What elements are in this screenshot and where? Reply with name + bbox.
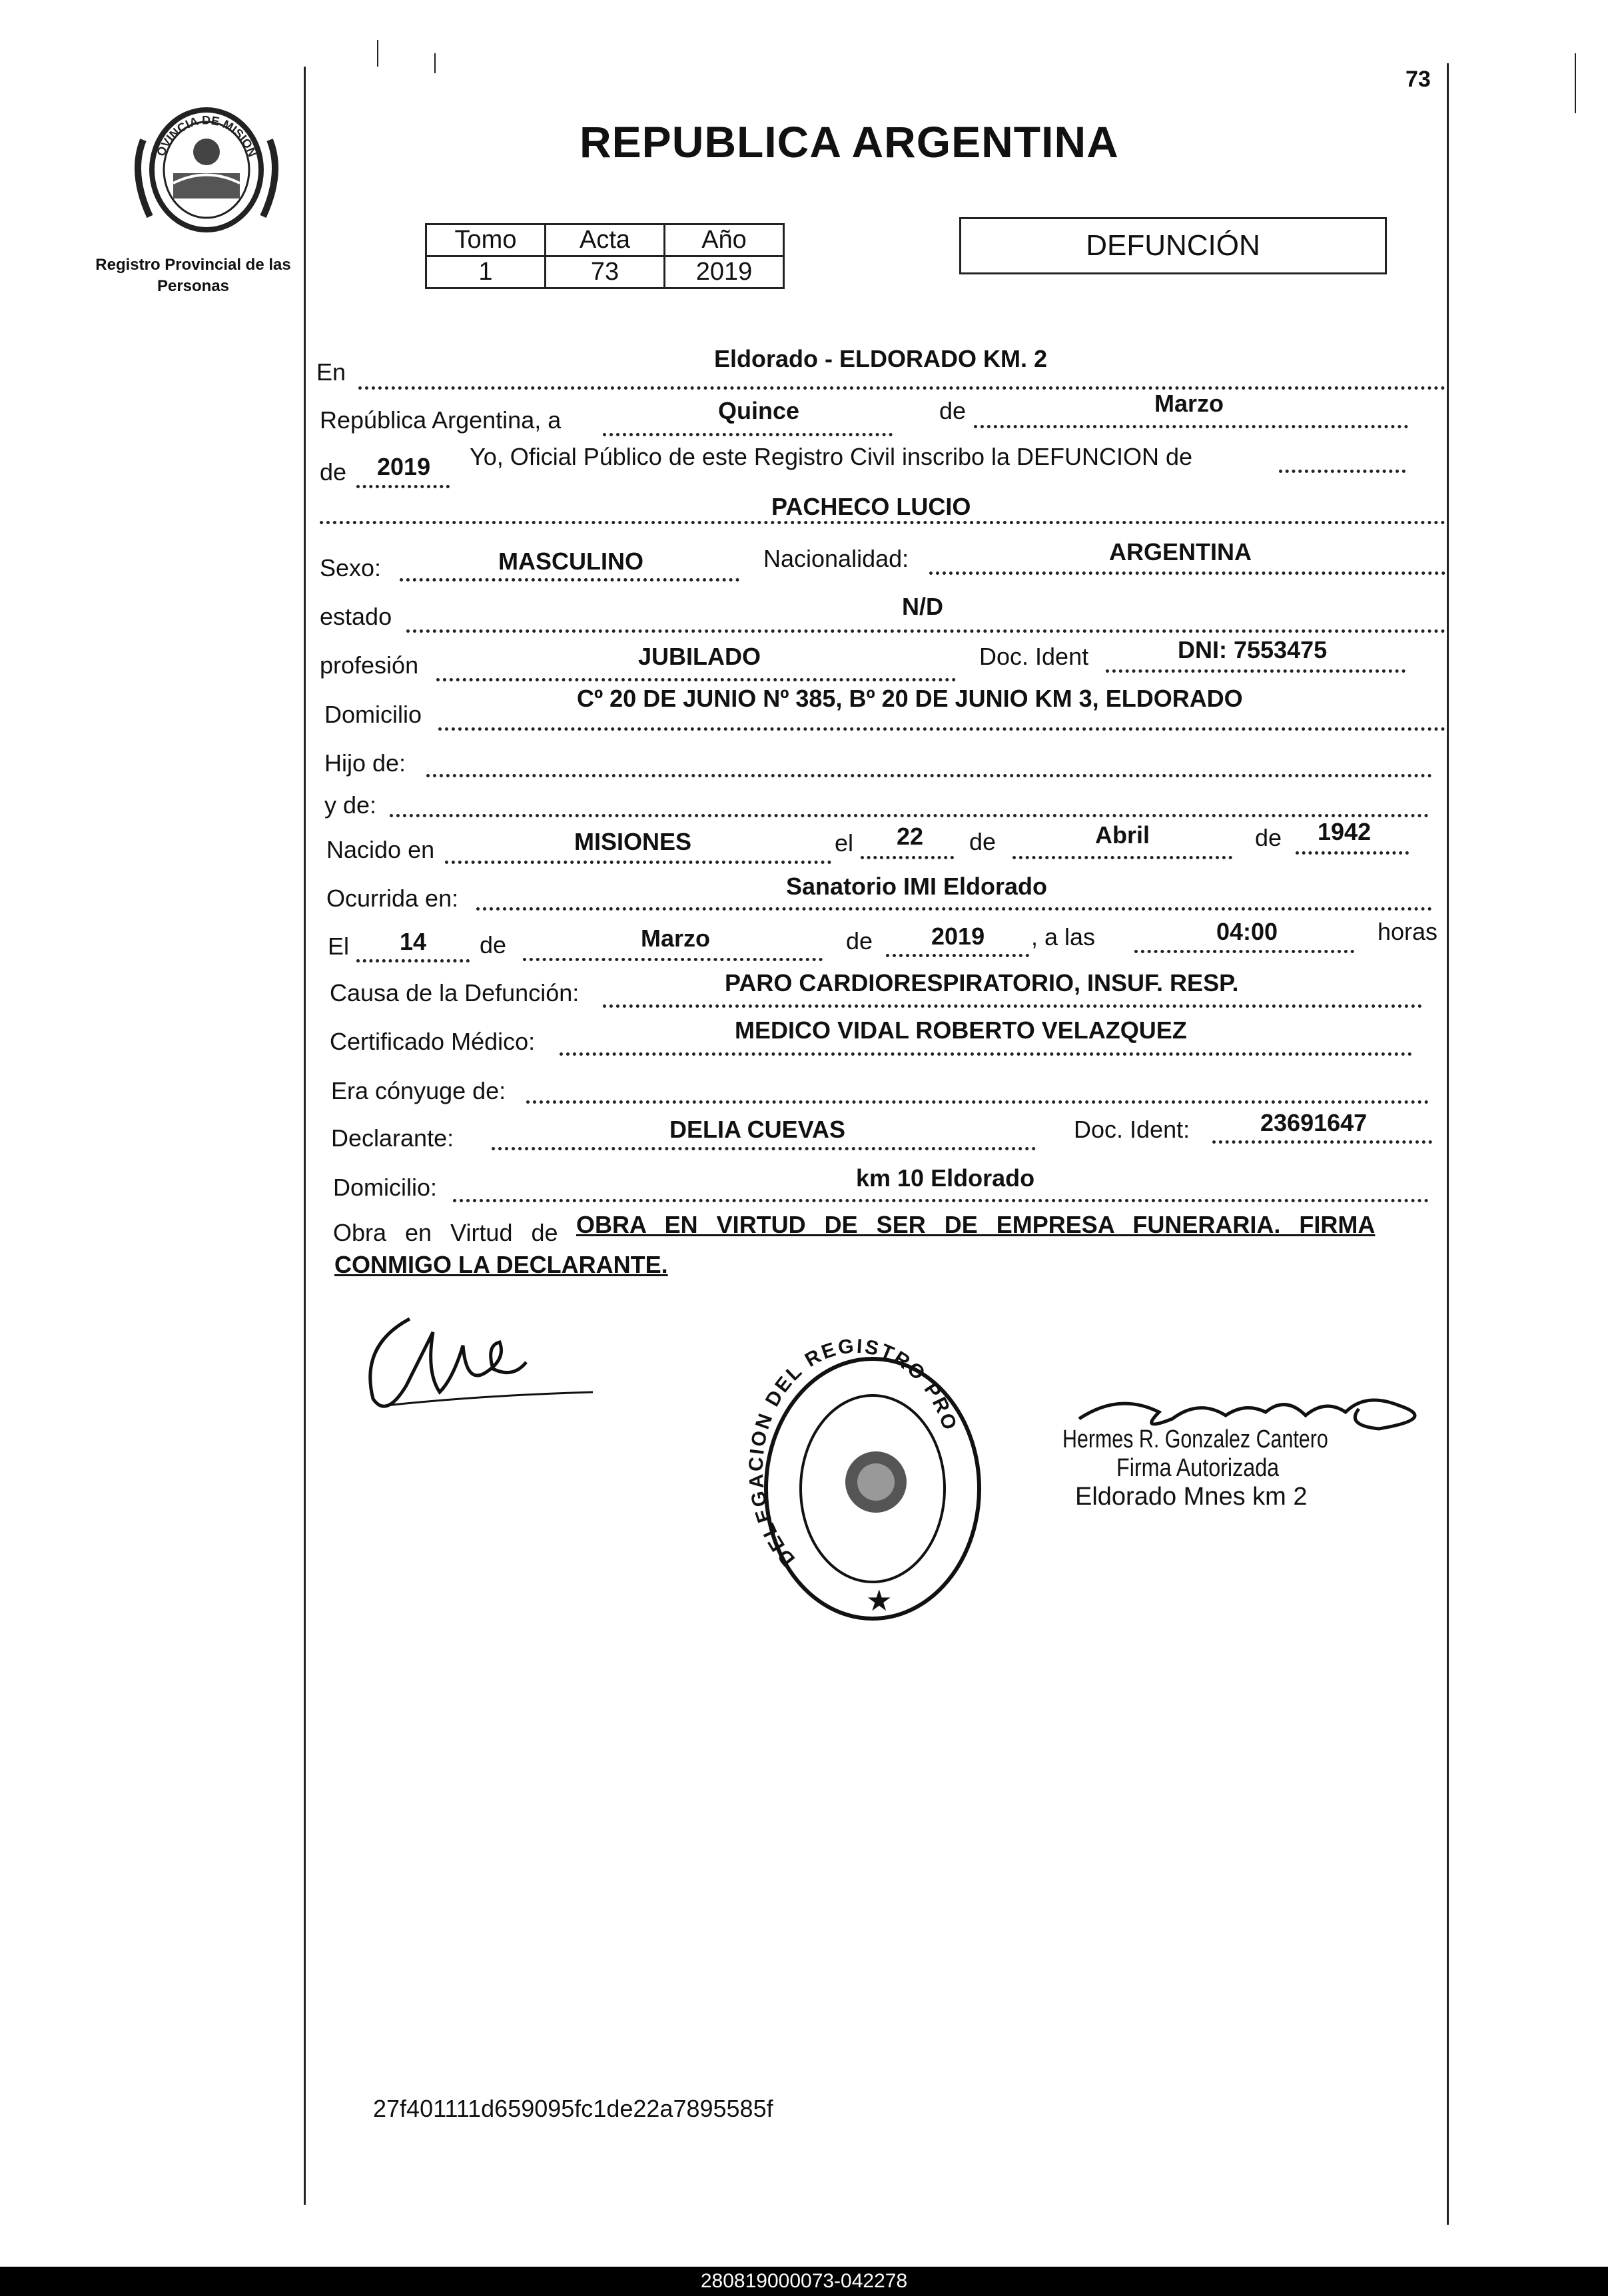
month-dotted-line (974, 425, 1408, 428)
table-value-ano: 2019 (665, 256, 784, 288)
sexo-dotted-line (400, 578, 739, 581)
doc-ident-dotted-line (1106, 669, 1406, 673)
yo-statement: Yo, Oficial Público de este Registro Civil inscribo la DEFUNCION de (470, 443, 1193, 470)
causa-label: Causa de la Defunción: (330, 979, 580, 1006)
declarante-doc-label: Doc. Ident: (1074, 1116, 1190, 1143)
scan-mark (1575, 53, 1576, 113)
domicilio-label: Domicilio (324, 701, 422, 728)
domicilio-dotted-line (438, 727, 1445, 731)
official-place: Eldorado Mnes km 2 (1075, 1483, 1308, 1511)
ocurrida-dotted-line (476, 907, 1432, 911)
horas-label: horas (1378, 918, 1438, 945)
scan-mark (377, 40, 378, 67)
republica-label: República Argentina, a (320, 406, 562, 434)
day-word-value: Quince (718, 397, 800, 424)
name-dotted-line (320, 521, 1445, 524)
scan-mark (434, 53, 436, 73)
table-value-tomo: 1 (426, 256, 546, 288)
registry-stamp (746, 1339, 1012, 1632)
declarante-domicilio-label: Domicilio: (333, 1174, 438, 1201)
table-header-acta: Acta (546, 224, 665, 256)
obra-value-line1: OBRA EN VIRTUD DE SER DE EMPRESA FUNERARIA. FIRMA (576, 1211, 1376, 1238)
conyuge-dotted-line (526, 1100, 1429, 1104)
document-type-box: DEFUNCIÓN (959, 217, 1387, 274)
death-month-value: Marzo (641, 925, 711, 952)
de-label-1: de (939, 397, 967, 424)
table-header-ano: Año (665, 224, 784, 256)
en-value: Eldorado - ELDORADO KM. 2 (714, 345, 1048, 372)
official-name: Hermes R. Gonzalez Cantero (1062, 1425, 1328, 1453)
birth-month-value: Abril (1095, 821, 1150, 849)
doc-ident-label: Doc. Ident (979, 643, 1089, 670)
de-label-3: de (969, 828, 997, 855)
declarant-signature (346, 1306, 600, 1425)
document-hash: 27f401111d659095fc1de22a7895585f (373, 2095, 773, 2122)
birth-day-dotted-line (861, 856, 954, 859)
y-de-label: y de: (324, 791, 377, 819)
death-month-dotted-line (523, 958, 823, 961)
svg-text:PROVINCIA DE MISIONES (127, 100, 259, 159)
death-year-dotted-line (886, 954, 1029, 957)
birth-year-dotted-line (1296, 851, 1409, 855)
nacionalidad-value: ARGENTINA (1109, 538, 1252, 566)
footer-code: 280819000073-042278 (0, 2267, 1608, 2296)
de-label-6: de (846, 927, 873, 955)
logo-text: OVINCIA DE MISION (154, 113, 260, 159)
profesion-dotted-line (436, 678, 956, 681)
causa-value: PARO CARDIORESPIRATORIO, INSUF. RESP. (725, 969, 1239, 996)
provincial-seal-logo (127, 100, 286, 240)
estado-dotted-line (406, 629, 1445, 633)
certificado-dotted-line (560, 1052, 1412, 1056)
estado-label: estado (320, 603, 392, 630)
conyuge-label: Era cónyuge de: (331, 1077, 506, 1104)
estado-value: N/D (902, 593, 943, 620)
el-label-2: El (328, 933, 350, 960)
birth-month-dotted-line (1012, 856, 1232, 859)
hijo-label: Hijo de: (324, 749, 406, 777)
death-time-value: 04:00 (1216, 918, 1278, 945)
profesion-value: JUBILADO (638, 643, 761, 670)
svg-text:★: ★ (866, 1585, 893, 1617)
death-day-value: 14 (400, 928, 427, 955)
ocurrida-label: Ocurrida en: (326, 885, 459, 912)
obra-value-line2: CONMIGO LA DECLARANTE. (334, 1251, 668, 1278)
official-role: Firma Autorizada (1116, 1454, 1280, 1482)
document-title: REPUBLICA ARGENTINA (580, 117, 1119, 167)
sexo-label: Sexo: (320, 554, 382, 581)
registry-name: Registro Provincial de las Personas (95, 256, 291, 295)
en-label: En (316, 358, 346, 386)
right-margin-line (1447, 63, 1449, 2225)
certificado-value: MEDICO VIDAL ROBERTO VELAZQUEZ (735, 1016, 1187, 1044)
doc-ident-value: DNI: 7553475 (1178, 636, 1328, 663)
declarante-doc-value: 23691647 (1260, 1109, 1368, 1136)
stamp-text: DELEGACION DEL REGISTRO PRO (746, 1339, 961, 1570)
declarante-dotted-line (492, 1147, 1036, 1150)
declarante-domicilio-value: km 10 Eldorado (856, 1164, 1035, 1192)
birth-day-value: 22 (897, 823, 924, 850)
declarante-domicilio-dotted-line (453, 1199, 1429, 1202)
record-table (425, 223, 785, 289)
death-time-dotted-line (1134, 950, 1354, 953)
en-dotted-line (358, 386, 1445, 390)
day-dotted-line (603, 433, 893, 436)
page-number: 73 (1406, 67, 1431, 92)
certificado-label: Certificado Médico: (330, 1028, 536, 1055)
nacido-dotted-line (445, 861, 831, 864)
declarante-label: Declarante: (331, 1124, 454, 1152)
obra-label: Obra en Virtud de (333, 1219, 558, 1246)
causa-dotted-line (603, 1004, 1422, 1008)
de-label-4: de (1255, 824, 1282, 851)
a-las-label: , a las (1031, 923, 1096, 951)
table-header-tomo: Tomo (426, 224, 546, 256)
hijo-dotted-line (426, 774, 1432, 777)
year-dotted-line (356, 485, 450, 488)
birth-year-value: 1942 (1318, 818, 1372, 845)
ocurrida-value: Sanatorio IMI Eldorado (786, 873, 1048, 900)
left-margin-line (304, 67, 306, 2205)
deceased-name-value: PACHECO LUCIO (771, 493, 971, 520)
table-value-acta: 73 (546, 256, 665, 288)
yo-trailing-dotted-line (1279, 470, 1406, 473)
death-year-value: 2019 (931, 923, 985, 950)
sexo-value: MASCULINO (498, 548, 643, 575)
nacionalidad-label: Nacionalidad: (763, 545, 909, 572)
year-value: 2019 (377, 453, 431, 480)
svg-text:DELEGACION DEL REGISTRO PROVIN (746, 1339, 961, 1570)
death-day-dotted-line (356, 959, 470, 962)
de-label-2: de (320, 458, 347, 486)
nacido-label: Nacido en (326, 836, 435, 863)
de-label-5: de (480, 931, 507, 958)
nacionalidad-dotted-line (929, 572, 1445, 575)
declarante-value: DELIA CUEVAS (669, 1116, 846, 1143)
el-label: el (835, 829, 854, 857)
domicilio-value: Cº 20 DE JUNIO Nº 385, Bº 20 DE JUNIO KM 3, ELDORADO (577, 685, 1243, 712)
month-word-value: Marzo (1154, 390, 1224, 417)
declarante-doc-dotted-line (1212, 1140, 1432, 1144)
y-de-dotted-line (390, 814, 1429, 817)
nacido-value: MISIONES (574, 828, 692, 855)
profesion-label: profesión (320, 651, 419, 679)
